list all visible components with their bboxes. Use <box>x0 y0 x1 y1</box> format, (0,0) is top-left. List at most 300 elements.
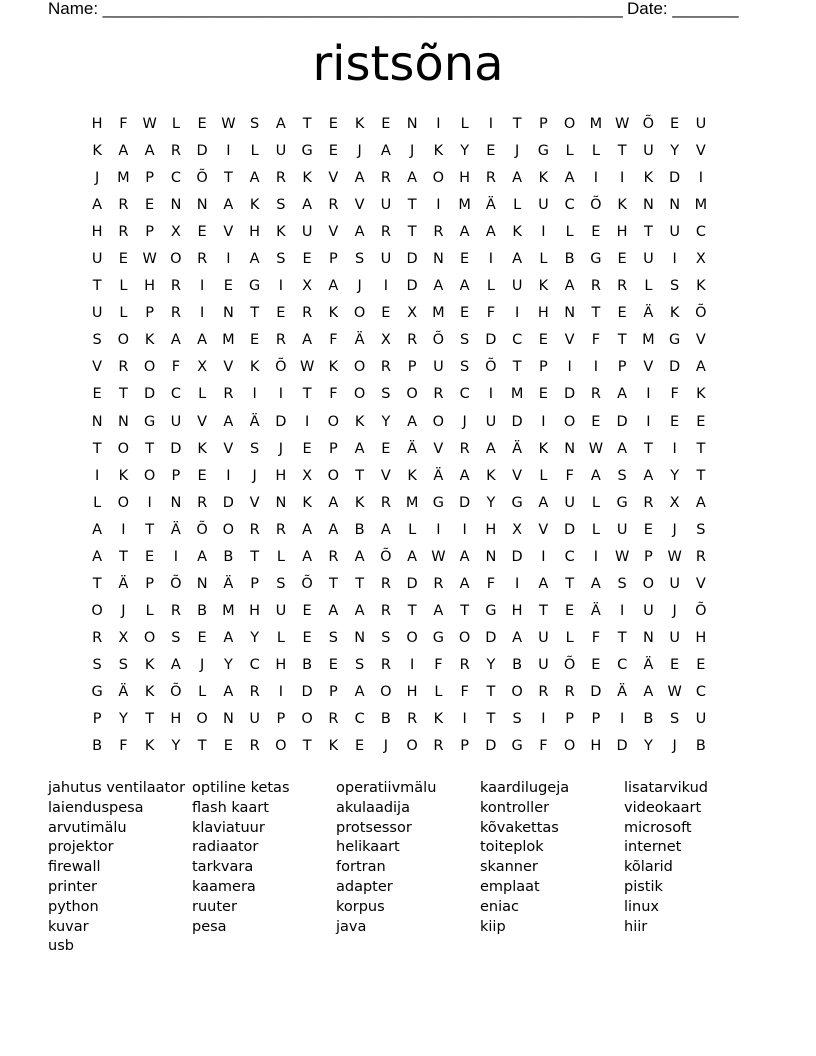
grid-letter: V <box>223 440 234 457</box>
grid-letter: T <box>512 359 522 376</box>
grid-letter: R <box>92 629 103 646</box>
grid-letter: E <box>381 305 391 322</box>
grid-letter: J <box>409 143 415 160</box>
grid-letter: U <box>669 224 680 241</box>
grid-letter: O <box>327 413 340 430</box>
grid-letter: D <box>669 170 681 187</box>
grid-letter: A <box>197 332 208 349</box>
grid-letter: K <box>302 494 312 511</box>
word-list-item: printer <box>48 878 97 895</box>
grid-letter: N <box>669 197 681 214</box>
grid-letter: D <box>616 738 628 755</box>
grid-letter: U <box>301 224 313 241</box>
grid-row <box>84 250 714 277</box>
grid-letter: K <box>118 467 129 484</box>
word-list-item: akulaadija <box>336 799 410 816</box>
grid-letter: T <box>145 440 155 457</box>
grid-letter: M <box>432 305 445 322</box>
word-list-item: python <box>48 898 99 915</box>
grid-letter: K <box>433 143 444 160</box>
grid-letter: O <box>117 494 130 511</box>
grid-letter: S <box>617 575 627 592</box>
grid-letter: L <box>486 278 495 295</box>
grid-letter: K <box>512 224 522 241</box>
grid-letter: G <box>485 602 497 619</box>
grid-letter: N <box>222 711 234 728</box>
grid-letter: R <box>249 521 260 538</box>
grid-letter: R <box>433 224 444 241</box>
grid-letter: K <box>197 440 207 457</box>
grid-letter: T <box>486 711 496 728</box>
grid-row <box>84 115 714 142</box>
word-list-item: hiir <box>624 918 648 935</box>
grid-letter: G <box>249 278 261 295</box>
word-list-item: kõlarid <box>624 859 673 876</box>
grid-letter: D <box>459 494 471 511</box>
grid-letter: F <box>486 575 496 592</box>
grid-letter: P <box>329 251 338 268</box>
grid-letter: E <box>591 224 601 241</box>
grid-letter: Ä <box>118 575 129 592</box>
grid-letter: C <box>459 386 470 403</box>
grid-letter: R <box>197 494 208 511</box>
grid-letter: P <box>460 738 469 755</box>
grid-letter: W <box>221 116 236 132</box>
grid-letter: A <box>223 629 234 646</box>
grid-letter: K <box>617 197 627 214</box>
grid-letter: I <box>488 116 494 132</box>
grid-letter: Ä <box>223 575 234 592</box>
grid-letter: Ä <box>118 683 129 700</box>
grid-letter: S <box>276 197 286 214</box>
grid-letter: R <box>328 711 339 728</box>
grid-letter: T <box>460 602 470 619</box>
grid-letter: H <box>511 602 523 619</box>
grid-letter: N <box>432 251 444 268</box>
grid-letter: L <box>539 467 548 484</box>
grid-letter: A <box>459 548 470 565</box>
word-list-item: tarkvara <box>192 859 254 876</box>
grid-letter: K <box>696 386 706 403</box>
grid-letter: S <box>276 251 286 268</box>
grid-letter: W <box>588 440 604 457</box>
grid-letter: F <box>329 386 338 403</box>
grid-letter: R <box>380 575 391 592</box>
word-list-column <box>336 779 476 937</box>
grid-letter: F <box>591 332 601 349</box>
grid-letter: P <box>145 305 154 322</box>
grid-letter: E <box>328 116 338 132</box>
grid-letter: F <box>486 305 496 322</box>
grid-letter: D <box>564 386 576 403</box>
grid-letter: Y <box>460 143 470 160</box>
grid-letter: E <box>302 629 312 646</box>
grid-letter: W <box>142 251 157 268</box>
grid-letter: Y <box>670 467 680 484</box>
grid-letter: V <box>92 359 103 376</box>
grid-letter: A <box>538 494 549 511</box>
grid-letter: J <box>357 143 362 160</box>
grid-letter: W <box>667 548 682 565</box>
grid-letter: S <box>460 359 470 376</box>
grid-letter: A <box>407 413 418 430</box>
grid-letter: U <box>643 251 654 268</box>
grid-letter: T <box>302 738 312 755</box>
grid-letter: O <box>642 575 655 592</box>
grid-letter: O <box>406 738 418 755</box>
grid-letter: Y <box>670 143 680 160</box>
word-list-item: radiaator <box>192 839 259 856</box>
grid-letter: I <box>383 278 389 295</box>
grid-letter: X <box>380 332 391 349</box>
grid-letter: A <box>564 278 575 295</box>
grid-letter: U <box>485 413 497 430</box>
grid-letter: A <box>643 467 654 484</box>
header <box>48 0 748 20</box>
grid-letter: D <box>511 413 523 430</box>
grid-letter: I <box>514 575 520 592</box>
grid-letter: H <box>406 683 418 700</box>
grid-letter: U <box>643 143 654 160</box>
date-field-label: Date: _______ <box>627 0 739 18</box>
grid-letter: Ä <box>407 440 418 457</box>
grid-letter: R <box>197 251 208 268</box>
grid-letter: T <box>197 738 207 755</box>
grid-letter: K <box>276 224 286 241</box>
grid-letter: L <box>460 116 469 132</box>
grid-letter: O <box>117 332 130 349</box>
grid-letter: O <box>406 629 418 646</box>
grid-letter: U <box>380 251 392 268</box>
grid-letter: N <box>406 116 418 132</box>
grid-letter: X <box>302 278 313 295</box>
grid-letter: R <box>328 548 339 565</box>
grid-letter: I <box>409 656 415 673</box>
grid-letter: K <box>144 332 155 349</box>
grid-letter: H <box>170 711 182 728</box>
grid-letter: K <box>696 278 706 295</box>
grid-letter: Ä <box>643 656 654 673</box>
grid-letter: Õ <box>563 656 576 673</box>
grid-letter: O <box>563 738 576 755</box>
grid-letter: U <box>643 602 654 619</box>
grid-letter: R <box>380 494 391 511</box>
grid-letter: I <box>541 548 546 565</box>
grid-row <box>84 575 714 602</box>
grid-letter: B <box>380 711 391 728</box>
grid-letter: A <box>380 143 391 160</box>
grid-letter: L <box>565 143 574 160</box>
grid-letter: L <box>591 143 600 160</box>
grid-letter: U <box>669 629 680 646</box>
grid-letter: O <box>406 386 418 403</box>
grid-letter: E <box>328 656 338 673</box>
grid-letter: I <box>173 548 179 565</box>
grid-letter: E <box>328 143 338 160</box>
grid-letter: I <box>593 359 599 376</box>
grid-letter: A <box>223 413 234 430</box>
grid-letter: E <box>643 521 653 538</box>
grid-letter: J <box>357 278 362 295</box>
grid-letter: E <box>355 738 365 755</box>
word-list-item: jahutus ventilaator <box>48 780 186 796</box>
grid-letter: R <box>564 683 575 700</box>
grid-letter: S <box>250 116 260 132</box>
grid-letter: A <box>354 602 365 619</box>
grid-letter: Õ <box>301 575 313 592</box>
grid-letter: R <box>590 386 601 403</box>
grid-letter: P <box>539 116 548 132</box>
grid-row <box>84 521 714 548</box>
word-list-item: linux <box>624 898 660 915</box>
grid-letter: I <box>278 683 284 700</box>
grid-letter: R <box>433 386 444 403</box>
grid-letter: P <box>539 359 548 376</box>
grid-letter: T <box>118 386 128 403</box>
grid-letter: P <box>145 224 154 241</box>
grid-letter: R <box>407 332 418 349</box>
grid-row <box>84 223 714 250</box>
grid-letter: I <box>278 386 284 403</box>
grid-letter: U <box>695 711 707 728</box>
word-list-item: kaamera <box>192 878 256 895</box>
grid-letter: I <box>226 467 231 484</box>
grid-row <box>84 467 714 494</box>
grid-letter: X <box>302 467 313 484</box>
grid-letter: A <box>197 548 208 565</box>
grid-letter: K <box>328 359 339 376</box>
grid-letter: D <box>406 278 418 295</box>
grid-letter: V <box>643 359 654 376</box>
grid-letter: L <box>565 224 574 241</box>
word-list-item: toiteplok <box>480 839 544 856</box>
grid-letter: P <box>617 359 627 376</box>
word-list-item: arvutimälu <box>48 819 127 836</box>
grid-letter: T <box>302 116 312 132</box>
grid-row <box>84 385 714 412</box>
grid-letter: N <box>170 494 182 511</box>
word-list-column <box>48 779 188 957</box>
grid-letter: B <box>223 548 234 565</box>
grid-letter: L <box>434 683 443 700</box>
grid-letter: A <box>118 143 129 160</box>
grid-letter: P <box>407 359 417 376</box>
grid-letter: R <box>459 440 470 457</box>
grid-letter: R <box>538 683 549 700</box>
grid-letter: I <box>278 278 284 295</box>
grid-letter: L <box>276 548 285 565</box>
grid-letter: P <box>250 575 259 592</box>
word-list-item: microsoft <box>624 819 692 836</box>
grid-letter: Õ <box>485 359 497 376</box>
word-list-item: flash kaart <box>192 799 269 816</box>
grid-letter: X <box>118 629 129 646</box>
grid-letter: R <box>170 278 181 295</box>
grid-letter: R <box>380 656 391 673</box>
grid-letter: I <box>436 521 441 538</box>
grid-letter: W <box>299 359 315 376</box>
grid-letter: E <box>460 251 470 268</box>
grid-letter: U <box>170 413 182 430</box>
grid-letter: G <box>432 629 444 646</box>
grid-letter: T <box>407 224 417 241</box>
word-list-item: fortran <box>336 859 386 876</box>
grid-letter: R <box>380 359 391 376</box>
grid-letter: K <box>433 711 444 728</box>
grid-letter: D <box>590 683 602 700</box>
grid-letter: S <box>276 575 286 592</box>
grid-letter: K <box>486 467 496 484</box>
grid-letter: G <box>616 494 628 511</box>
grid-letter: I <box>436 116 441 132</box>
grid-letter: U <box>511 278 523 295</box>
grid-letter: P <box>145 575 154 592</box>
grid-letter: E <box>145 197 155 214</box>
grid-letter: R <box>249 683 260 700</box>
grid-letter: P <box>329 440 338 457</box>
grid-letter: A <box>354 548 365 565</box>
grid-letter: W <box>614 548 630 565</box>
grid-letter: A <box>249 170 260 187</box>
grid-letter: L <box>145 602 154 619</box>
grid-letter: T <box>407 197 417 214</box>
grid-letter: V <box>197 413 208 430</box>
grid-row <box>84 358 714 385</box>
grid-letter: I <box>252 386 257 403</box>
grid-letter: I <box>462 711 467 728</box>
grid-letter: R <box>302 305 313 322</box>
grid-letter: J <box>672 602 677 619</box>
grid-letter: U <box>538 656 549 673</box>
grid-letter: M <box>510 386 524 403</box>
grid-letter: A <box>564 170 575 187</box>
grid-letter: V <box>512 467 523 484</box>
grid-letter: I <box>593 548 599 565</box>
grid-letter: A <box>459 575 470 592</box>
grid-letter: U <box>564 494 575 511</box>
grid-letter: A <box>223 197 234 214</box>
grid-letter: O <box>170 251 182 268</box>
word-list-item: kõvakettas <box>480 819 559 836</box>
grid-letter: Õ <box>695 305 707 322</box>
grid-letter: D <box>406 251 418 268</box>
grid-letter: I <box>226 143 231 160</box>
grid-letter: I <box>488 251 494 268</box>
grid-letter: Ä <box>433 467 444 484</box>
grid-letter: G <box>537 143 549 160</box>
grid-letter: E <box>617 251 627 268</box>
grid-letter: M <box>642 332 655 349</box>
word-list-item: helikaart <box>336 839 400 856</box>
word-list-item: kaardilugeja <box>480 780 570 796</box>
grid-letter: N <box>354 629 366 646</box>
word-list-item: projektor <box>48 839 114 856</box>
grid-letter: F <box>434 656 443 673</box>
word-list-column <box>192 779 332 937</box>
word-list-item: laienduspesa <box>48 799 144 816</box>
grid-letter: T <box>223 170 233 187</box>
grid-letter: A <box>512 629 523 646</box>
grid-letter: E <box>381 440 391 457</box>
grid-letter: B <box>302 656 313 673</box>
grid-letter: T <box>696 467 706 484</box>
grid-letter: A <box>512 251 523 268</box>
grid-letter: U <box>433 359 444 376</box>
grid-row <box>84 737 714 764</box>
grid-letter: O <box>222 521 235 538</box>
grid-letter: D <box>144 386 156 403</box>
grid-letter: R <box>118 359 129 376</box>
grid-letter: H <box>249 224 261 241</box>
grid-letter: A <box>302 548 313 565</box>
grid-letter: B <box>643 711 654 728</box>
grid-letter: H <box>695 629 707 646</box>
grid-letter: J <box>252 467 257 484</box>
grid-letter: L <box>171 116 180 132</box>
grid-letter: K <box>144 683 155 700</box>
grid-letter: N <box>196 575 208 592</box>
grid-letter: U <box>669 575 680 592</box>
grid-letter: R <box>118 197 129 214</box>
grid-letter: U <box>538 629 549 646</box>
grid-letter: K <box>538 170 549 187</box>
grid-letter: D <box>170 440 182 457</box>
grid-letter: L <box>513 197 522 214</box>
word-list-item: operatiivmälu <box>336 780 437 796</box>
grid-letter: H <box>144 278 156 295</box>
grid-letter: Õ <box>432 332 445 349</box>
grid-letter: R <box>617 278 628 295</box>
grid-letter: R <box>380 224 391 241</box>
grid-letter: Ä <box>643 305 654 322</box>
grid-letter: E <box>197 467 207 484</box>
grid-letter: R <box>380 170 391 187</box>
grid-letter: M <box>222 602 235 619</box>
grid-letter: E <box>145 548 155 565</box>
word-list-item: klaviatuur <box>192 819 265 836</box>
grid-letter: N <box>170 197 182 214</box>
word-list-item: optiline ketas <box>192 780 290 796</box>
grid-letter: A <box>328 602 339 619</box>
grid-letter: A <box>354 440 365 457</box>
grid-letter: U <box>695 116 707 132</box>
grid-letter: D <box>485 332 497 349</box>
grid-letter: O <box>275 738 287 755</box>
grid-letter: Y <box>381 413 391 430</box>
grid-letter: Õ <box>170 683 182 700</box>
grid-letter: B <box>695 738 706 755</box>
grid-letter: A <box>433 602 444 619</box>
grid-letter: I <box>514 305 520 322</box>
word-list-item: firewall <box>48 859 101 876</box>
grid-letter: K <box>144 738 155 755</box>
grid-letter: Ä <box>512 440 523 457</box>
grid-row <box>84 602 714 629</box>
grid-letter: W <box>142 116 157 132</box>
grid-letter: E <box>250 332 260 349</box>
grid-letter: E <box>696 413 706 430</box>
grid-letter: S <box>670 278 680 295</box>
grid-letter: I <box>541 224 546 241</box>
grid-letter: B <box>92 738 103 755</box>
grid-letter: A <box>144 143 155 160</box>
grid-letter: H <box>249 602 261 619</box>
word-list-item: skanner <box>480 859 538 876</box>
grid-row <box>84 494 714 521</box>
grid-letter: A <box>354 224 365 241</box>
grid-letter: I <box>672 251 677 268</box>
grid-letter: L <box>198 683 207 700</box>
